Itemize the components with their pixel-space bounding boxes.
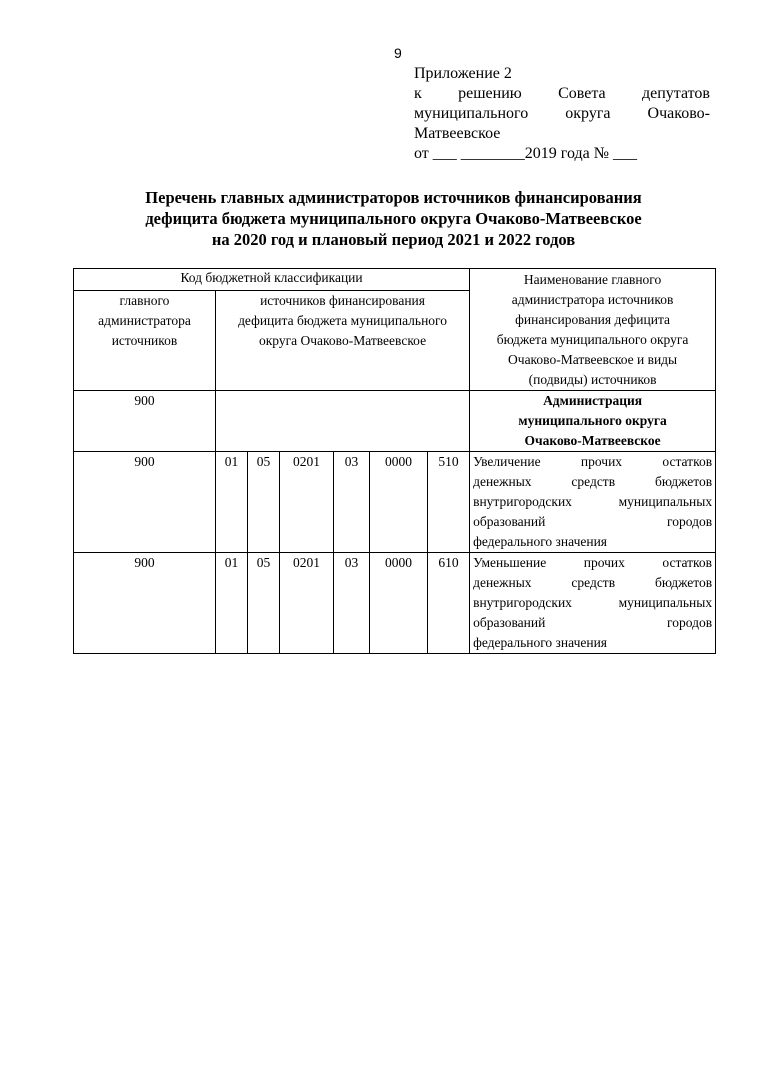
appendix-line <box>414 104 710 124</box>
name-line <box>473 492 712 512</box>
name-word: образований <box>473 514 546 529</box>
code-cell: 03 <box>334 452 370 553</box>
header-line: источников <box>111 333 178 348</box>
appendix-line <box>414 84 710 104</box>
name-line <box>473 593 712 613</box>
header-line: округа Очаково-Матвеевское <box>258 333 427 348</box>
name-word: внутригородских <box>473 494 572 509</box>
name-line: Администрация <box>543 393 643 408</box>
title-line: дефицита бюджета муниципального округа Очаково-Матвеевское <box>145 209 642 228</box>
code-cell: 610 <box>428 553 470 654</box>
source-code-cell <box>216 391 470 452</box>
appendix-word: округа <box>565 105 611 122</box>
admin-code-cell: 900 <box>74 553 216 654</box>
name-word: городов <box>667 615 713 630</box>
appendix-word: Очаково- <box>647 105 710 122</box>
name-line <box>473 472 712 492</box>
code-cell: 03 <box>334 553 370 654</box>
table-row <box>74 452 716 553</box>
header-line: (подвиды) источников <box>528 372 657 387</box>
admin-name-cell <box>470 391 716 452</box>
name-line <box>473 613 712 633</box>
name-word: остатков <box>662 555 713 570</box>
name-word: образований <box>473 615 546 630</box>
name-word: остатков <box>662 454 713 469</box>
appendix-word: к <box>414 85 422 102</box>
name-word: денежных <box>473 474 532 489</box>
name-line: Очаково-Матвеевское <box>524 433 661 448</box>
appendix-line: Матвеевское <box>414 125 501 142</box>
name-line <box>473 553 712 573</box>
page-number: 9 <box>394 45 402 61</box>
code-cell: 01 <box>216 553 248 654</box>
code-cell: 05 <box>248 452 280 553</box>
header-line: финансирования дефицита <box>515 312 670 327</box>
table-row <box>74 391 716 452</box>
appendix-date-line: от ___ ________2019 года № ___ <box>414 145 637 162</box>
code-cell: 0000 <box>370 553 428 654</box>
header-line: источников финансирования <box>260 293 425 308</box>
source-name-cell <box>470 553 716 654</box>
appendix-word: решению <box>458 85 522 102</box>
name-column-header <box>470 269 716 391</box>
code-cell: 510 <box>428 452 470 553</box>
admin-code-cell: 900 <box>74 391 216 452</box>
name-line <box>473 452 712 472</box>
appendix-line: Приложение 2 <box>414 65 512 82</box>
name-word: бюджетов <box>654 575 713 590</box>
header-line: главного <box>119 293 170 308</box>
admin-code-cell: 900 <box>74 452 216 553</box>
sources-table <box>73 268 716 654</box>
appendix-word: депутатов <box>641 85 710 102</box>
classification-header: Код бюджетной классификации <box>74 269 470 291</box>
name-word: денежных <box>473 575 532 590</box>
header-line: администратора источников <box>511 292 674 307</box>
name-line: федерального значения <box>473 534 608 549</box>
name-line: федерального значения <box>473 635 608 650</box>
appendix-word: муниципального <box>414 105 529 122</box>
code-cell: 0201 <box>280 452 334 553</box>
name-word: прочих <box>583 555 625 570</box>
name-word: прочих <box>580 454 623 469</box>
name-line: муниципального округа <box>518 413 667 428</box>
name-word: Уменьшение <box>473 555 547 570</box>
name-line <box>473 573 712 593</box>
header-line: администратора <box>98 313 191 328</box>
header-line: Очаково-Матвеевское и виды <box>508 352 678 367</box>
code-cell: 01 <box>216 452 248 553</box>
code-cell: 0000 <box>370 452 428 553</box>
code-cell: 0201 <box>280 553 334 654</box>
name-word: бюджетов <box>654 474 713 489</box>
name-word: муниципальных <box>618 595 713 610</box>
name-word: средств <box>571 575 616 590</box>
table-header-row <box>74 269 716 291</box>
name-word: средств <box>571 474 616 489</box>
name-word: Увеличение <box>473 454 541 469</box>
header-line: бюджета муниципального округа <box>496 332 689 347</box>
appendix-word: Совета <box>558 85 606 102</box>
header-line: дефицита бюджета муниципального <box>238 313 447 328</box>
table-row <box>74 553 716 654</box>
name-word: внутригородских <box>473 595 572 610</box>
source-name-cell <box>470 452 716 553</box>
name-word: муниципальных <box>618 494 713 509</box>
admin-column-header <box>74 291 216 391</box>
name-word: городов <box>667 514 713 529</box>
title-line: Перечень главных администраторов источников финансирования <box>145 188 642 207</box>
header-line: Наименование главного <box>523 272 662 287</box>
appendix-header <box>414 64 710 164</box>
code-cell: 05 <box>248 553 280 654</box>
name-line <box>473 512 712 532</box>
title-line: на 2020 год и плановый период 2021 и 2022 годов <box>211 230 576 249</box>
document-title <box>73 187 714 250</box>
sources-column-header <box>216 291 470 391</box>
